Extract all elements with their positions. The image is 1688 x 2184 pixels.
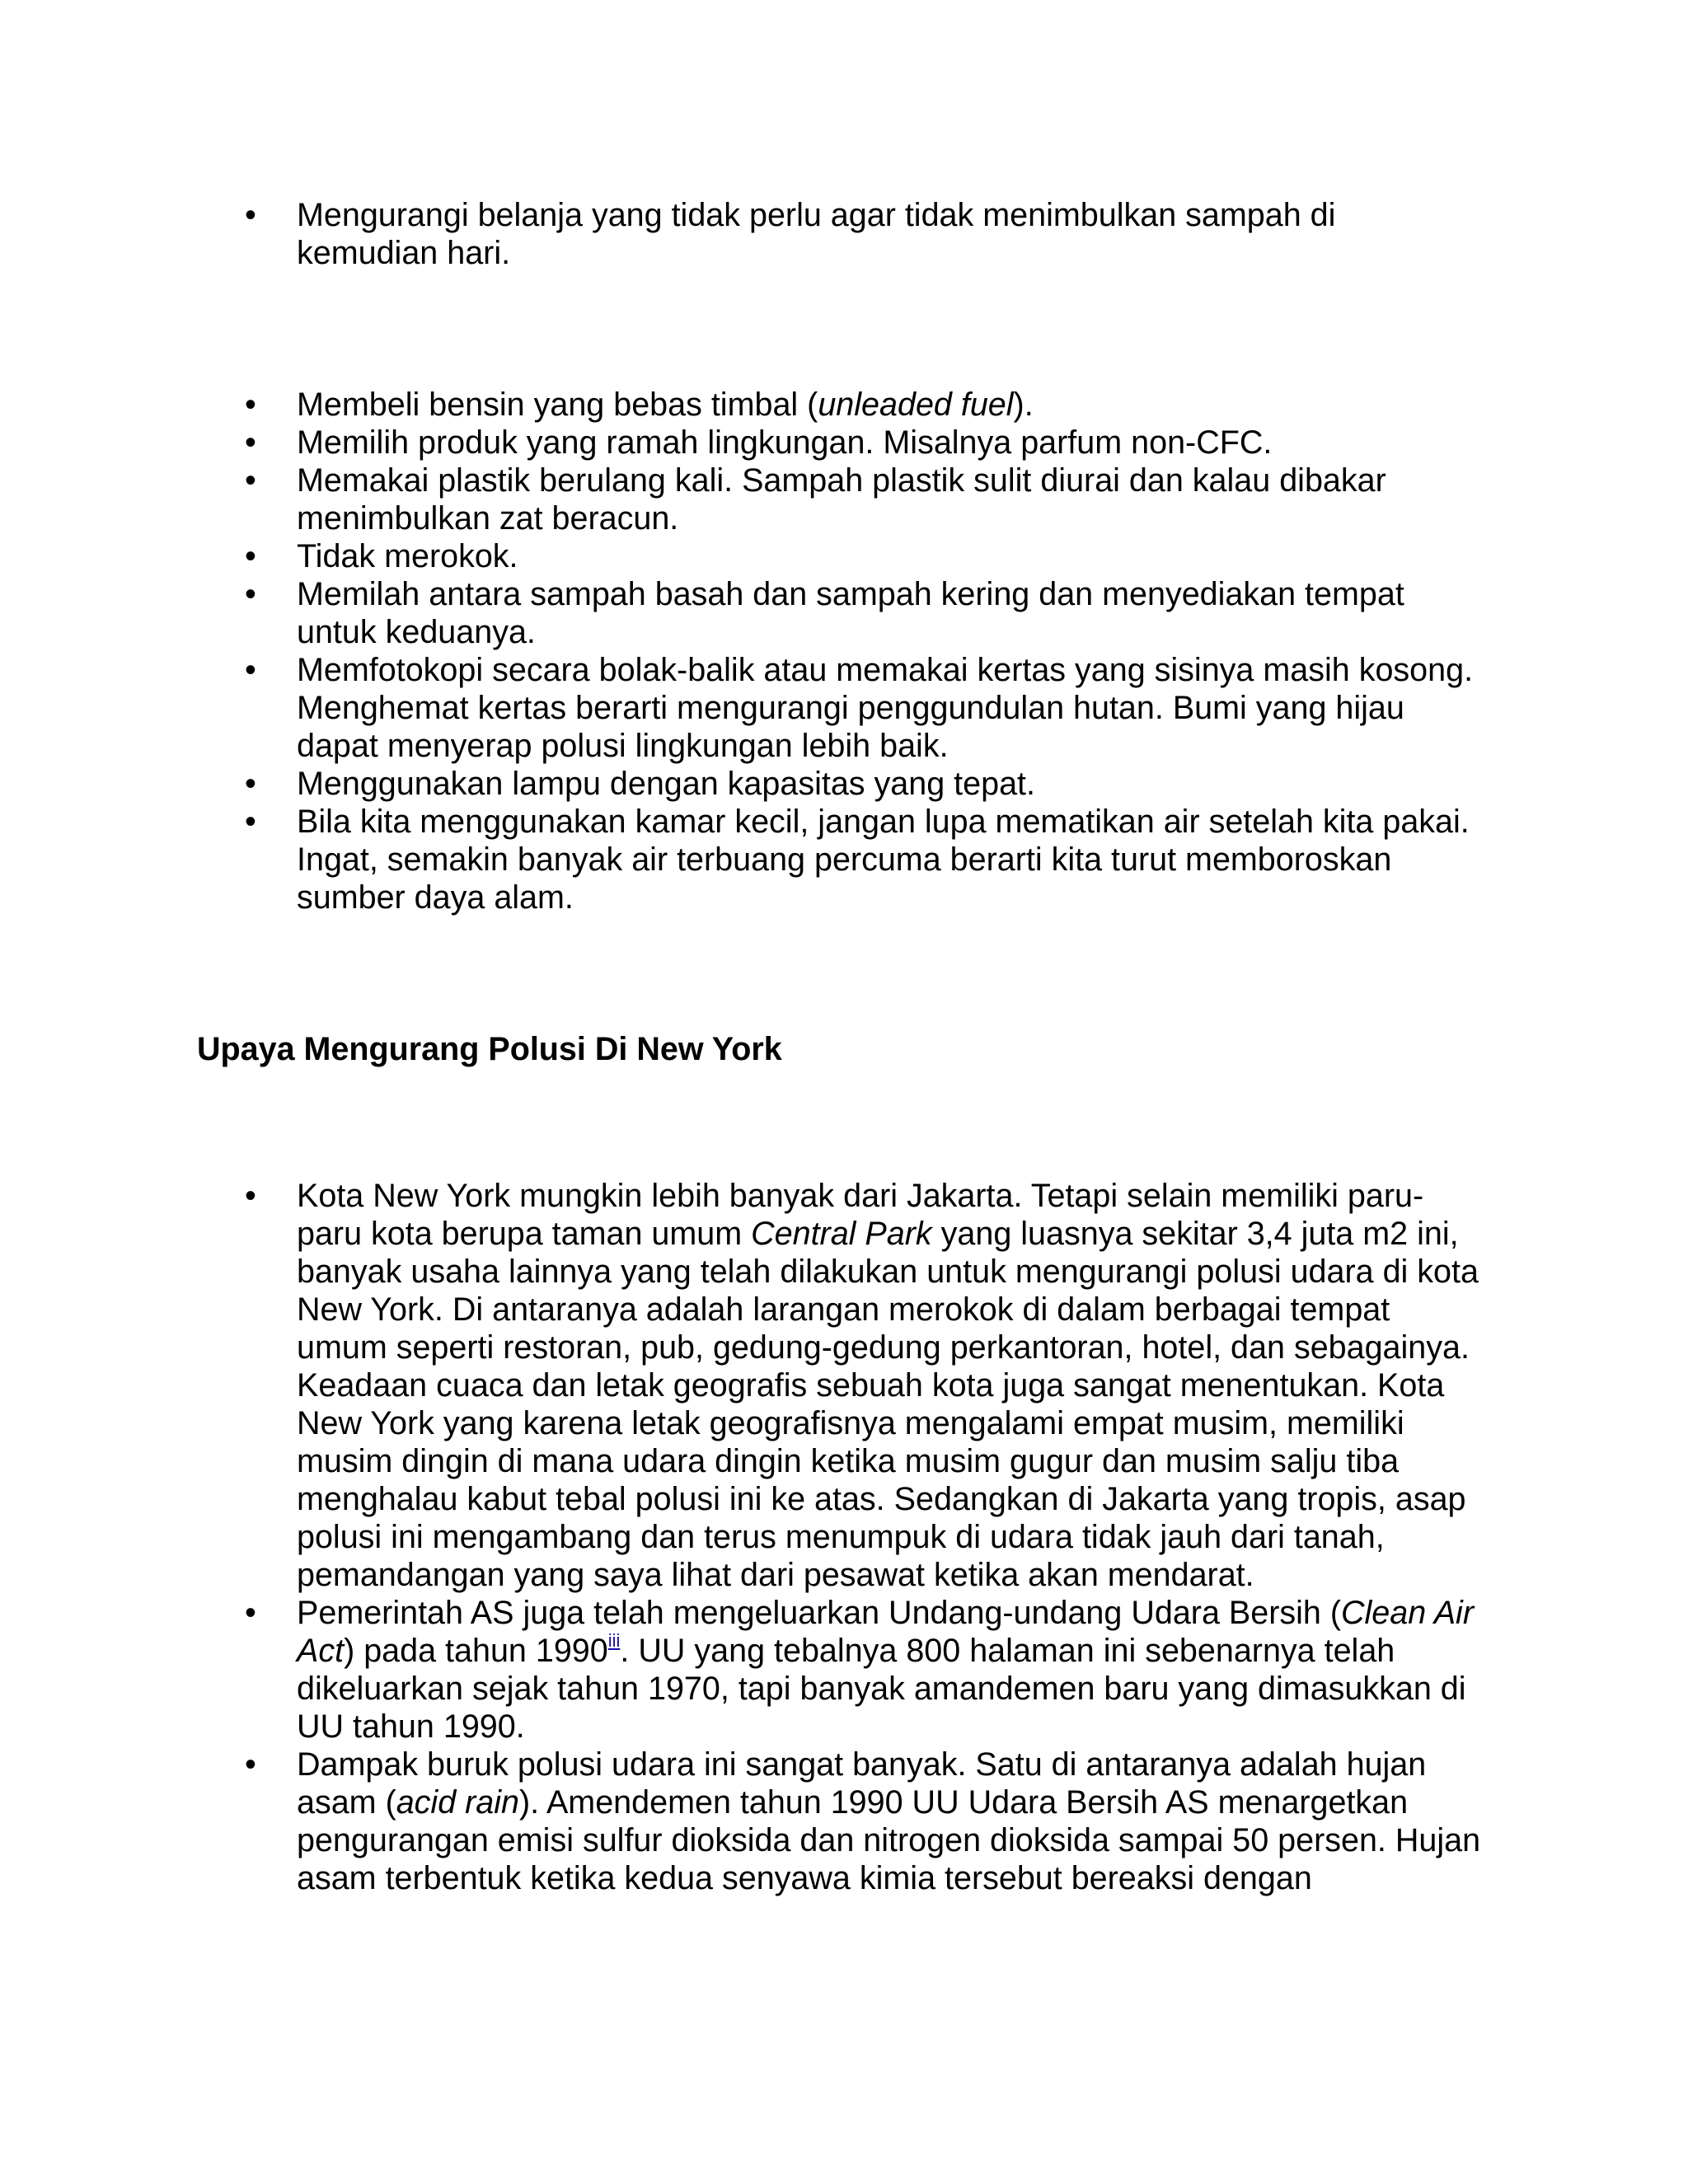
list-item — [0, 386, 1484, 424]
list-item-text: Kota New York mungkin lebih banyak dari Jakarta. Tetapi selain memiliki paru-paru kota berupa taman umum — [297, 1178, 1424, 1252]
list-item — [0, 1746, 1484, 1897]
list-item-text: Membeli bensin yang bebas timbal ( — [297, 387, 818, 423]
bullet-icon: • — [245, 462, 256, 499]
bullet-icon: • — [245, 387, 256, 423]
list-item-text: ). — [1013, 387, 1034, 423]
bullet-icon: • — [245, 766, 256, 802]
list-item-text: Memilah antara sampah basah dan sampah kering dan menyediakan tempat untuk keduanya. — [297, 576, 1404, 650]
list-item — [0, 1177, 1484, 1594]
list-item-text: Memakai plastik berulang kali. Sampah plastik sulit diurai dan kalau dibakar menimbulkan zat beracun. — [297, 462, 1386, 537]
list-item-text: yang luasnya sekitar 3,4 juta m2 ini, banyak usaha lainnya yang telah dilakukan untuk mengurangi polusi udara di kota New York. Di antaranya adalah larangan merokok di dalam berbagai tempat umum seperti restoran, pub, gedung-gedung perkantoran, hotel, dan sebagainya. Keadaan cuaca dan letak geografis sebuah kota juga sangat menentukan. Kota New York yang karena letak geografisnya mengalami empat musim, memiliki musim dingin di mana udara dingin ketika musim gugur dan musim salju tiba menghalau kabut tebal polusi ini ke atas. Sedangkan di Jakarta yang tropis, asap polusi ini mengambang dan terus menumpuk di udara tidak jauh dari tanah, pemandangan yang saya lihat dari pesawat ketika akan mendarat. — [297, 1216, 1479, 1593]
bullet-icon: • — [245, 197, 256, 233]
bullet-icon: • — [245, 1595, 256, 1631]
list-item — [0, 575, 1484, 651]
italic-term: unleaded fuel — [818, 387, 1014, 423]
section-heading: Upaya Mengurang Polusi Di New York — [197, 1031, 782, 1067]
bullet-icon: • — [245, 1178, 256, 1214]
list-item-text: Pemerintah AS juga telah mengeluarkan Undang-undang Udara Bersih ( — [297, 1595, 1341, 1631]
bullet-list-3 — [0, 1177, 1688, 1897]
list-item — [0, 462, 1484, 537]
list-item — [0, 651, 1484, 765]
list-item — [0, 1594, 1484, 1746]
italic-term: Central Park — [751, 1216, 932, 1252]
list-item-text: Memfotokopi secara bolak-balik atau memakai kertas yang sisinya masih kosong. Menghemat kertas berarti mengurangi penggundulan hutan. Bumi yang hijau dapat menyerap polusi lingkungan lebih baik. — [297, 652, 1474, 764]
bullet-icon: • — [245, 576, 256, 612]
bullet-icon: • — [245, 804, 256, 840]
list-item-text: . UU yang tebalnya 800 halaman ini sebenarnya telah dikeluarkan sejak tahun 1970, tapi banyak amandemen baru yang dimasukkan di UU tahun 1990. — [297, 1633, 1466, 1745]
list-item-text: ). Amendemen tahun 1990 UU Udara Bersih AS menargetkan pengurangan emisi sulfur dioksida dan nitrogen dioksida sampai 50 persen. Hujan asam terbentuk ketika kedua senyawa kimia tersebut bereaksi dengan — [297, 1784, 1481, 1896]
bullet-icon: • — [245, 652, 256, 688]
bullet-icon: • — [245, 1746, 256, 1783]
list-item-text: Bila kita menggunakan kamar kecil, jangan lupa mematikan air setelah kita pakai. Ingat, semakin banyak air terbuang percuma berarti kita turut memboroskan sumber daya alam. — [297, 804, 1470, 916]
list-item-text: Dampak buruk polusi udara ini sangat banyak. Satu di antaranya adalah hujan asam ( — [297, 1746, 1427, 1821]
bullet-icon: • — [245, 424, 256, 461]
bullet-icon: • — [245, 538, 256, 574]
footnote-link[interactable]: iii — [607, 1630, 621, 1651]
italic-term: Clean Air Act — [297, 1595, 1474, 1669]
list-item — [0, 803, 1484, 916]
list-item — [0, 196, 1484, 272]
list-item — [0, 424, 1484, 462]
bullet-list-1 — [0, 196, 1688, 272]
list-item-text: Tidak merokok. — [297, 538, 518, 574]
list-item-text: Mengurangi belanja yang tidak perlu agar tidak menimbulkan sampah di kemudian hari. — [297, 197, 1336, 271]
list-item-text: ) pada tahun 1990 — [344, 1633, 608, 1669]
list-item — [0, 537, 1484, 575]
bullet-list-2 — [0, 386, 1688, 916]
list-item-text: Memilih produk yang ramah lingkungan. Misalnya parfum non-CFC. — [297, 424, 1273, 461]
list-item — [0, 765, 1484, 803]
list-item-text: Menggunakan lampu dengan kapasitas yang tepat. — [297, 766, 1035, 802]
italic-term: acid rain — [396, 1784, 520, 1821]
